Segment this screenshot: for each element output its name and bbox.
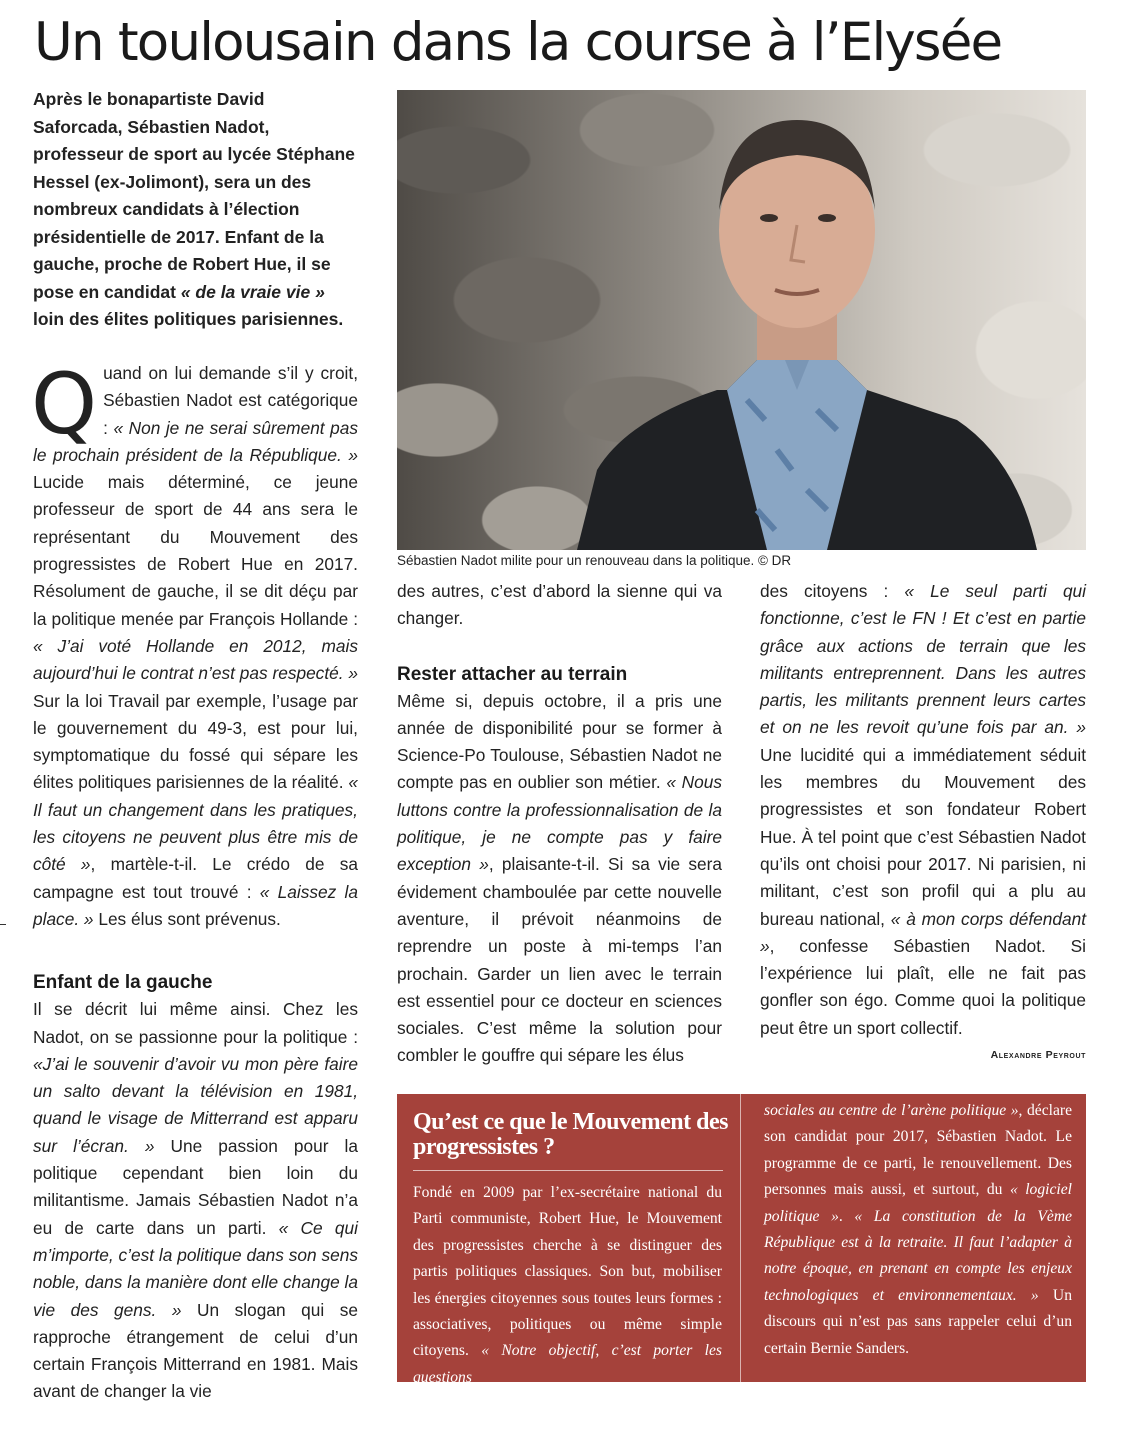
article-title: Un toulousain dans la course à l’Elysée xyxy=(34,12,1002,73)
sidebar-box-title: Qu’est ce que le Mouvement des progressistes ? xyxy=(413,1109,728,1160)
quote: « Il faut un changement dans les pratiques, les citoyens ne peuvent plus être mis de côté » xyxy=(33,772,358,875)
intro-paragraph xyxy=(31,355,359,933)
sidebar-box xyxy=(397,1094,1086,1386)
body-text: Il se décrit lui même ainsi. Chez les Nadot, on se passionne pour la politique : xyxy=(33,999,358,1047)
body-text: Lucide mais déterminé, ce jeune professeur de sport de 44 ans sera le représentant du Mouvement des progressistes de Robert Hue en 2017. Résolument de gauche, il se dit déçu par la politique menée par François Hollande : xyxy=(33,472,358,629)
portrait-photo xyxy=(397,90,1086,550)
photo-caption: Sébastien Nadot milite pour un renouveau dans la politique. © DR xyxy=(397,553,792,568)
body-text: Même si, depuis octobre, il a pris une année de disponibilité pour se former à Science-Po Toulouse, Sébastien Nadot ne compte pas en oublier son métier. xyxy=(397,690,722,793)
body-text: Une lucidité qui a immédiatement séduit les membres du Mouvement des progressistes et son fondateur Robert Hue. À tel point que c’est Sébastien Nadot qu’ils ont choisi pour 2017. Ni parisien, ni militant, c’est son profil qui a plu au bureau national, xyxy=(760,744,1086,929)
body-text: , martèle-t-il. Le crédo de sa campagne est tout trouvé : xyxy=(33,854,358,902)
body-text: uand on lui demande s’il y croit, Sébastien Nadot est catégorique : xyxy=(103,363,358,438)
body-text: Sur la loi Travail par exemple, l’usage par le gouvernement du 49-3, est pour lui, symptomatique du fossé qui sépare les élites politiques parisiennes de la réalité. xyxy=(33,690,358,793)
article-lead xyxy=(33,86,358,334)
author-byline: Alexandre Peyrout xyxy=(990,1049,1086,1061)
quote: « Laissez la place. » xyxy=(33,881,359,929)
box-text: Fondé en 2009 par l’ex-secrétaire national du Parti communiste, Robert Hue, le Mouvement des progressistes cherche à se distinguer des partis politiques classiques. Son but, mobiliser les énergies citoyennes sous toutes leurs formes : associatives, politiques ou même simple citoyens. xyxy=(413,1184,722,1360)
portrait-illustration xyxy=(397,90,1086,550)
section-heading: Enfant de la gauche xyxy=(33,972,213,994)
section-paragraph-continued: des autres, c’est d’abord la sienne qui va changer. xyxy=(397,581,722,629)
body-text: , confesse Sébastien Nadot. Si l’expérience lui plaît, elle ne fait pas gonfler son égo. Comme quoi la politique peut être un sport collectif. xyxy=(760,935,1086,1038)
box-text: , déclare son candidat pour 2017, Sébastien Nadot. Le programme de ce parti, le renouvellement. Des personnes mais aussi, et surtout, du xyxy=(764,1102,1072,1199)
section-paragraph xyxy=(397,688,722,1070)
section-paragraph xyxy=(33,996,358,1405)
box-quote: sociales au centre de l’arène politique » xyxy=(764,1102,1019,1119)
box-quote: « La constitution de la Vème République est à la retraite. Il faut l’adapter à notre époque, en prenant en compte les enjeux technologiques et environnementaux. » xyxy=(764,1207,1072,1304)
sidebar-title-rule xyxy=(413,1170,723,1171)
section-heading: Rester attacher au terrain xyxy=(397,663,628,685)
sidebar-column-2 xyxy=(764,1098,1072,1362)
lead-quote: « de la vraie vie » xyxy=(180,281,325,302)
sidebar-column-divider xyxy=(740,1094,741,1382)
article-column-1 xyxy=(31,355,359,1406)
drop-cap: Q xyxy=(31,355,98,453)
body-text: des citoyens : xyxy=(760,581,905,601)
box-quote: « logiciel politique » xyxy=(764,1181,1072,1225)
body-text: , plaisante-t-il. Si sa vie sera évidement chamboulée par cette nouvelle aventure, il prévoit néanmoins de reprendre un poste à mi-temps l’an prochain. Garder un lien avec le terrain est essentiel pour ce docteur en sciences sociales. C’est même la solution pour combler le gouffre qui sépare les élus xyxy=(397,854,722,1066)
quote: « Non je ne serai sûrement pas le prochain président de la République. » xyxy=(33,417,358,465)
quote: « Le seul parti qui fonctionne, c’est le FN ! Et c’est en partie grâce aux actions de terrain que les militants entreprennent. Dans les autres partis, les militants prennent leurs cartes et on ne les revoit qu’une fois par an. » xyxy=(760,581,1086,738)
sidebar-column-1 xyxy=(413,1180,722,1391)
quote: « Ce qui m’importe, c’est la politique dans son sens noble, dans la manière dont elle change la vie des gens. » xyxy=(33,1217,358,1320)
quote: « J’ai voté Hollande en 2012, mais aujourd’hui le contrat n’est pas respecté. » xyxy=(33,635,358,684)
body-text: Un slogan qui se rapproche étrangement de celui d’un certain François Mitterrand en 1981. Mais avant de changer la vie xyxy=(33,1299,358,1402)
box-text: Un discours qui n’est pas sans rappeler celui d’un certain Bernie Sanders. xyxy=(764,1286,1072,1357)
body-text: Les élus sont prévenus. xyxy=(93,908,281,929)
box-text: . xyxy=(838,1207,855,1225)
quote: « Nous luttons contre la professionnalisation de la politique, je ne compte pas y faire exception » xyxy=(397,772,722,875)
quote: « à mon corps défendant » xyxy=(760,908,1087,956)
margin-mark xyxy=(0,924,6,925)
lead-text-end: loin des élites politiques parisiennes. xyxy=(33,309,344,329)
article-column-3 xyxy=(760,578,1086,1042)
box-quote: « Notre objectif, c’est porter les questions xyxy=(413,1342,723,1386)
section-paragraph-continued xyxy=(760,578,1086,1042)
lead-text: Après le bonapartiste David Saforcada, Sébastien Nadot, professeur de sport au lycée Stéphane Hessel (ex-Jolimont), sera un des nombreux candidats à l’élection présidentielle de 2017. Enfant de la gauche, proche de Robert Hue, il se pose en candidat xyxy=(33,89,355,302)
quote: «J’ai le souvenir d’avoir vu mon père faire un salto devant la télévision en 1981, quand le visage de Mitterrand est apparu sur l’écran. » xyxy=(33,1053,358,1156)
article-column-2 xyxy=(397,578,722,1070)
body-text: Une passion pour la politique cependant bien loin du militantisme. Jamais Sébastien Nadot n’a eu de carte dans un parti. xyxy=(33,1135,358,1238)
